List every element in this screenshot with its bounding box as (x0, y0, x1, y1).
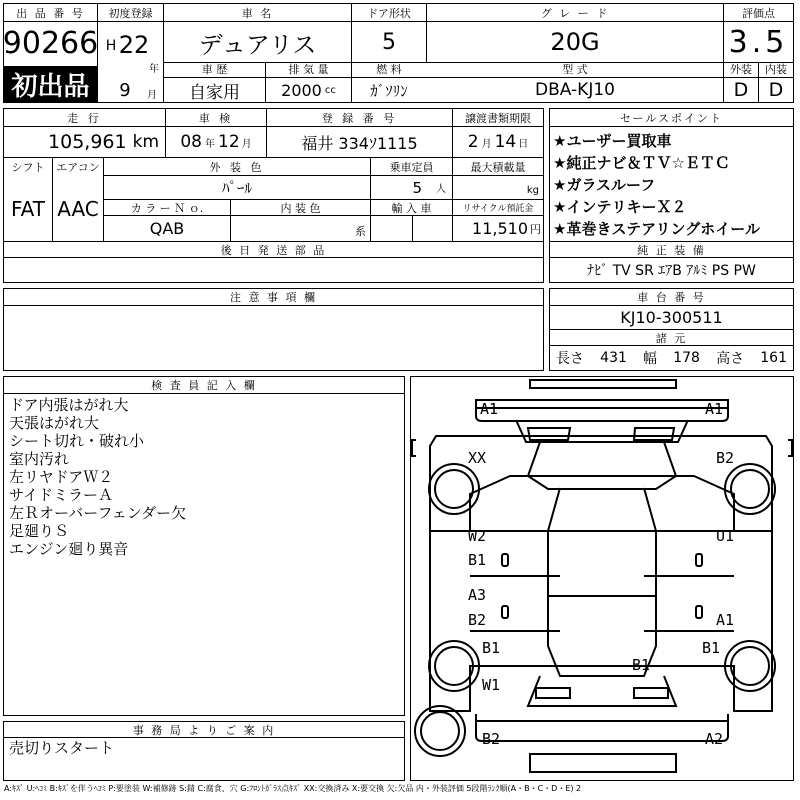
damage-left-rear-door-2: B2 (468, 611, 487, 629)
shift-value: FAT (10, 197, 45, 221)
import-label: 輸 入 車 (391, 201, 432, 215)
damage-left-rear-wheel: W1 (482, 676, 501, 694)
damage-right-rear-fender: B1 (702, 639, 721, 657)
int-color-suffix: 系 (355, 225, 366, 238)
inspector-note: シート切れ・破れ小 (9, 432, 145, 450)
door-value: 5 (382, 29, 396, 55)
history-value: 自家用 (189, 82, 240, 103)
recycle-value (453, 216, 543, 241)
fuel-label: 燃 料 (376, 63, 402, 76)
inspection-label: 車 検 (198, 111, 234, 125)
reg-year: 22 (118, 31, 150, 59)
mileage-number: 105,961 (48, 131, 127, 153)
first-listing-badge: 初出品 (4, 66, 97, 102)
mileage-label: 走 行 (67, 111, 102, 125)
mileage-value (4, 127, 165, 157)
length-label: 長さ (556, 351, 584, 367)
ac-label: エアコン (56, 160, 100, 174)
insp-month: 12 (218, 132, 240, 152)
plate-label: 登 録 番 号 (321, 111, 398, 125)
damage-left-front-door-1: W2 (468, 527, 487, 545)
grade-value: 20G (550, 28, 600, 56)
sales-point-item: ★革巻きステアリングホイール (553, 220, 760, 238)
car-outline (410, 376, 794, 781)
insp-month-unit: 月 (241, 138, 252, 150)
max-load-unit: kg (526, 185, 539, 196)
damage-legend: A:ｷｽﾞ U:ﾍｺﾐ B:ｷｽﾞを伴うﾍｺﾐ P:要塗装 W:補修跡 S:錆 C:腐食、穴 G:ﾌﾛﾝﾄｶﾞﾗｽ点ｷｽﾞ XX:交換済み X:要交換 欠:欠品 内・外装評価 5段階ﾗﾝｸ順(A・B・C・D・E) 2 (4, 784, 582, 793)
displacement-value (266, 78, 351, 102)
inspector-note: エンジン廻り異音 (9, 540, 129, 558)
inspector-note: 室内汚れ (9, 450, 70, 468)
width-label: 幅 (643, 351, 658, 367)
color-no-value: QAB (149, 219, 185, 238)
damage-right-front-door: U1 (716, 527, 735, 545)
displacement-unit: cc (324, 84, 336, 96)
recycle-unit: 円 (530, 222, 541, 236)
capacity-value (371, 176, 452, 199)
reg-year-unit: 年 (149, 63, 159, 75)
ext-color-value: ﾊﾟｰﾙ (221, 179, 252, 197)
dims-label: 諸 元 (655, 331, 688, 345)
inspector-note: 左Ｒオーバーフェンダー欠 (9, 504, 187, 522)
damage-right-rear-door: A1 (716, 611, 735, 629)
insp-year: 08 (180, 132, 202, 152)
chassis-number: KJ10-300511 (620, 308, 723, 327)
damage-roof-rear: B1 (632, 656, 651, 674)
transfer-label: 譲渡書類期限 (465, 111, 531, 125)
interior-label: 内装 (765, 63, 787, 76)
inspector-note: サイドミラーＡ (9, 486, 113, 504)
inspector-note: ドア内張はがれ大 (9, 396, 129, 414)
inspector-notes (9, 396, 186, 558)
reg-month-unit: 月 (147, 89, 157, 101)
int-color-label: 内 装 色 (280, 201, 321, 215)
later-parts-label: 後 日 発 送 部 品 (220, 243, 327, 257)
displacement-label: 排 気 量 (288, 63, 329, 76)
capacity-label: 乗車定員 (389, 160, 434, 174)
ac-value: AAC (57, 197, 99, 221)
recycle-number: 11,510 (472, 219, 528, 238)
mileage-unit: km (132, 132, 159, 152)
office-note: 売切りスタート (9, 738, 115, 757)
inspection-value (166, 127, 266, 157)
inspector-note: 左リヤドアＷ２ (9, 468, 114, 486)
inspector-note: 足廻りＳ (9, 522, 70, 540)
listing-no-label: 出 品 番 号 (16, 6, 85, 20)
sales-point-item: ★インテリキーＸ２ (553, 198, 687, 216)
damage-rear-right: A2 (705, 730, 724, 748)
fuel-value: ｶﾞｿﾘﾝ (370, 81, 408, 100)
capacity-unit: 人 (436, 184, 446, 195)
dims-values (550, 346, 793, 370)
reg-era: H (105, 38, 117, 54)
damage-front-left: A1 (480, 400, 499, 418)
sales-points-list (553, 130, 760, 240)
first-reg-label: 初度登録 (108, 6, 153, 20)
office-label: 事 務 局 よ り ご 案 内 (132, 723, 276, 737)
ext-color-label: 外 装 色 (209, 160, 265, 174)
sales-point-item: ★ガラスルーフ (553, 176, 656, 194)
sales-point-item: ★ユーザー買取車 (553, 132, 672, 150)
transfer-month-unit: 月 (481, 138, 492, 150)
recycle-label: リサイクル預託金 (462, 204, 534, 214)
inspector-label: 検 査 員 記 入 欄 (151, 379, 257, 392)
chassis-label: 車 台 番 号 (637, 291, 706, 304)
interior-grade: D (768, 79, 784, 101)
transfer-month: 2 (467, 132, 479, 152)
score-label: 評価点 (742, 6, 775, 20)
reg-month: 9 (119, 79, 131, 101)
displacement-number: 2000 (281, 80, 322, 100)
equipment-label: 純 正 装 備 (637, 243, 706, 257)
damage-front-right: A1 (705, 400, 724, 418)
max-load-label: 最大積載量 (470, 160, 526, 174)
sales-point-item: ★純正ナビ＆ＴＶ☆ＥＴＣ (553, 154, 730, 172)
plate-value: 福井 334ｿ1115 (301, 133, 418, 153)
equipment-value: ﾅﾋﾞ TV SR ｴｱB ｱﾙﾐ PS PW (587, 263, 756, 279)
damage-right-front-fender: B2 (716, 449, 735, 467)
damage-rear-left: B2 (482, 730, 501, 748)
shift-label: シフト (11, 160, 45, 174)
listing-number: 90266 (2, 25, 99, 61)
score-value: 3.5 (728, 24, 789, 60)
damage-left-front-fender: XX (468, 449, 487, 467)
history-label: 車 歴 (201, 63, 228, 76)
car-name-label: 車 名 (241, 6, 274, 20)
transfer-day: 14 (494, 132, 517, 152)
height-label: 高さ (716, 351, 745, 367)
capacity-number: 5 (412, 178, 422, 197)
exterior-label: 外装 (730, 63, 752, 76)
inspector-note: 天張はがれ大 (9, 414, 100, 432)
model-label: 型 式 (562, 63, 588, 76)
grade-label: グ レ ー ド (540, 6, 610, 20)
exterior-grade: D (733, 79, 749, 101)
car-name: デュアリス (198, 30, 317, 59)
width-value: 178 (673, 350, 700, 366)
damage-left-rear-fender: B1 (482, 639, 501, 657)
notes-label: 注 意 事 項 欄 (230, 291, 317, 304)
insp-year-unit: 年 (205, 138, 215, 150)
color-no-label: カ ラ ー Ｎ ｏ. (130, 201, 204, 215)
sales-points-label: セールスポイント (619, 111, 723, 125)
door-label: ドア形状 (367, 6, 411, 20)
transfer-day-unit: 日 (518, 138, 529, 150)
damage-left-front-door-2: B1 (468, 551, 487, 569)
height-value: 161 (760, 350, 787, 366)
model-value: DBA-KJ10 (535, 80, 615, 100)
damage-left-rear-door-1: A3 (468, 586, 487, 604)
length-value: 431 (600, 350, 627, 366)
transfer-value (453, 127, 543, 157)
